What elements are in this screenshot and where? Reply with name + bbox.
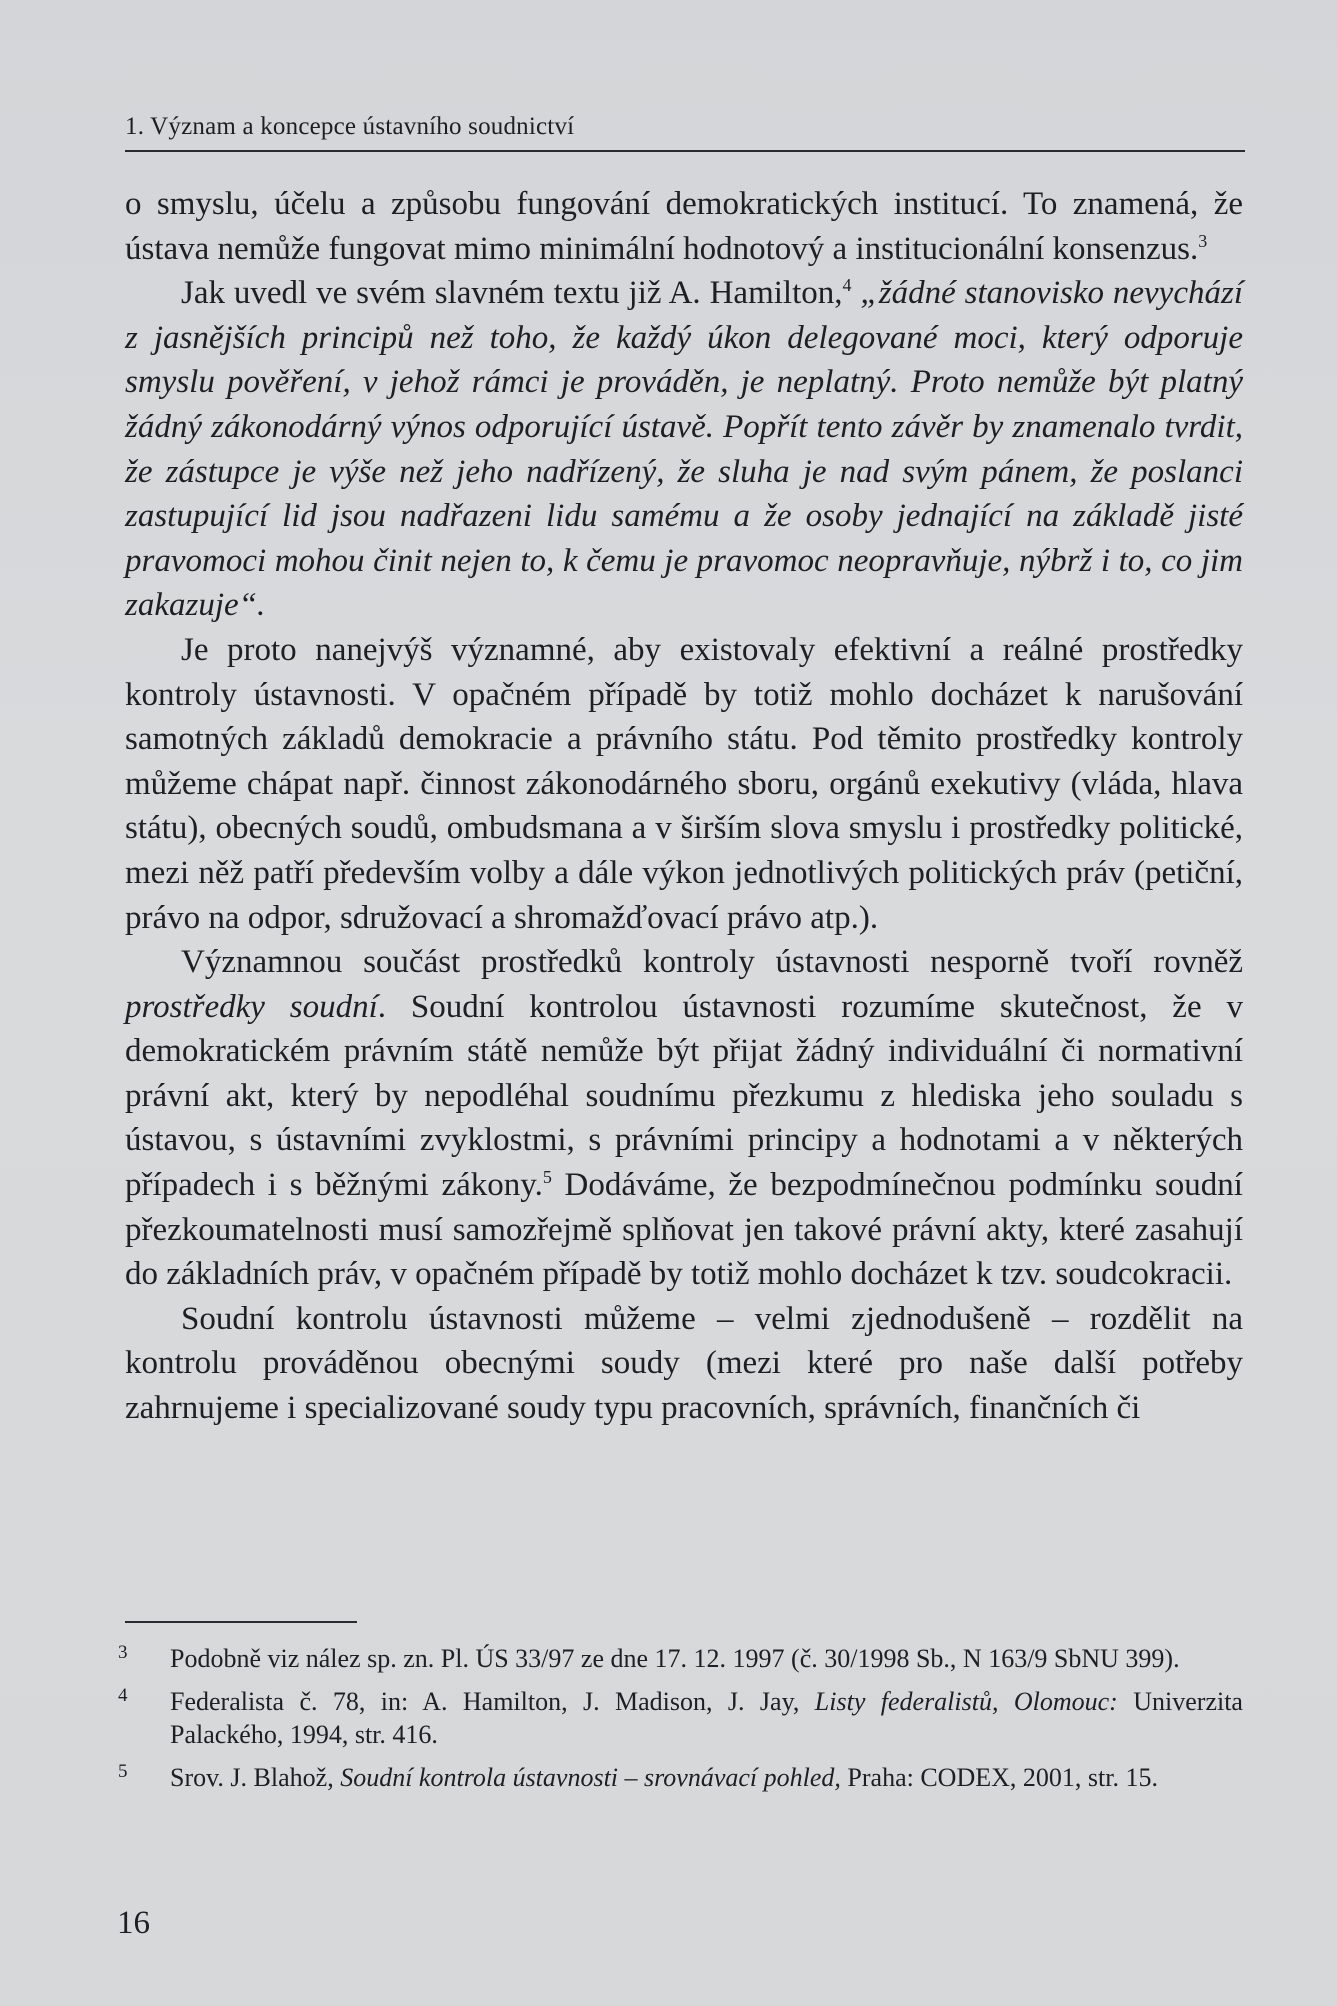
paragraph-4-part-b: . Soudní kontrolou ústavnosti rozumíme skutečnost, že v demokratickém právním státě nemůže být přijat žádný individuální či normativní právní akt, který by nepodléhal soudnímu přezkumu z hlediska jeho souladu s ústavou, s ústavními zvyklostmi, s právními principy a hodnotami a v některých případech i s běžnými zákony. [125,988,1243,1204]
footnote-text-b: Univerzita Palackého, 1994, str. 416. [170,1687,1243,1749]
footnote-number: 5 [118,1761,128,1782]
footnote-rule [125,1621,357,1623]
header-rule [125,150,1245,152]
body-text [125,182,1243,1431]
footnote-title: Soudní kontrola ústavnosti – srovnávací pohled, [340,1763,841,1792]
footnote-4 [118,1685,1243,1751]
paragraph-1 [125,182,1243,271]
paragraph-4-emphasis: prostředky soudní [125,988,378,1025]
footnote-5 [118,1761,1243,1794]
footnote-ref-3[interactable]: 3 [1198,230,1208,251]
paragraph-4 [125,940,1243,1297]
footnote-text-a: Federalista č. 78, in: A. Hamilton, J. Madison, J. Jay, [170,1687,815,1716]
paragraph-4-part-a: Významnou součást prostředků kontroly ústavnosti nesporně tvoří rovněž [181,944,1243,981]
footnote-number: 4 [118,1685,128,1706]
footnote-text-b: Praha: CODEX, 2001, str. 15. [840,1763,1158,1792]
footnote-text: Podobně viz nález sp. zn. Pl. ÚS 33/97 ze dne 17. 12. 1997 (č. 30/1998 Sb., N 163/9 SbNU 399). [170,1644,1180,1673]
hamilton-quote: „žádné stanovisko nevychází z jasnějších principů než toho, že každý úkon delegované moci, který odporuje smyslu pověření, v jehož rámci je prováděn, je neplatný. Proto nemůže být platný žádný zákonodárný výnos odporující ústavě. Popřít tento závěr by znamenalo tvrdit, že zástupce je výše než jeho nadřízený, že sluha je nad svým pánem, že poslanci zastupující lid jsou nadřazeni lidu samému a že osoby jednající na základě jisté pravomoci mohou činit nejen to, k čemu je pravomoc neopravňuje, nýbrž i to, co jim zakazuje“. [125,275,1243,624]
footnote-title: Listy federalistů, Olomouc: [814,1687,1118,1716]
footnote-ref-5[interactable]: 5 [542,1167,552,1188]
paragraph-2 [125,271,1243,628]
paragraph-3: Je proto nanejvýš významné, aby existovaly efektivní a reálné prostředky kontroly ústavnosti. V opačném případě by totiž mohlo docházet k narušování samotných základů demokracie a právního státu. Pod těmito prostředky kontroly můžeme chápat např. činnost zákonodárného sboru, orgánů exekutivy (vláda, hlava státu), obecných soudů, ombudsmana a v širším slova smyslu i prostředky politické, mezi něž patří především volby a dále výkon jednotlivých politických práv (petiční, právo na odpor, sdružovací a shromažďovací právo atp.). [125,631,1243,936]
paragraph-2-intro: Jak uvedl ve svém slavném textu již A. Hamilton, [181,275,843,312]
paragraph-5: Soudní kontrolu ústavnosti můžeme – velmi zjednodušeně – rozdělit na kontrolu prováděnou obecnými soudy (mezi které pro naše další potřeby zahrnujeme i specializované soudy typu pracovních, správních, finančních či [125,1300,1243,1427]
page-number: 16 [117,1905,150,1941]
footnotes [118,1642,1243,1804]
footnote-text-a: Srov. J. Blahož, [170,1763,341,1792]
footnote-3 [118,1642,1243,1675]
paragraph-4-part-c: Dodáváme, že bezpodmínečnou podmínku soudní přezkoumatelnosti musí samozřejmě splňovat jen takové právní akty, které zasahují do základních práv, v opačném případě by totiž mohlo docházet k tzv. soudcokracii. [125,1167,1243,1293]
paragraph-1-text: o smyslu, účelu a způsobu fungování demokratických institucí. To znamená, že ústava nemůže fungovat mimo minimální hodnotový a institucionální konsenzus. [125,186,1243,267]
footnote-ref-4[interactable]: 4 [842,275,852,296]
running-header: 1. Význam a koncepce ústavního soudnictví [125,113,575,140]
footnote-number: 3 [118,1642,128,1663]
